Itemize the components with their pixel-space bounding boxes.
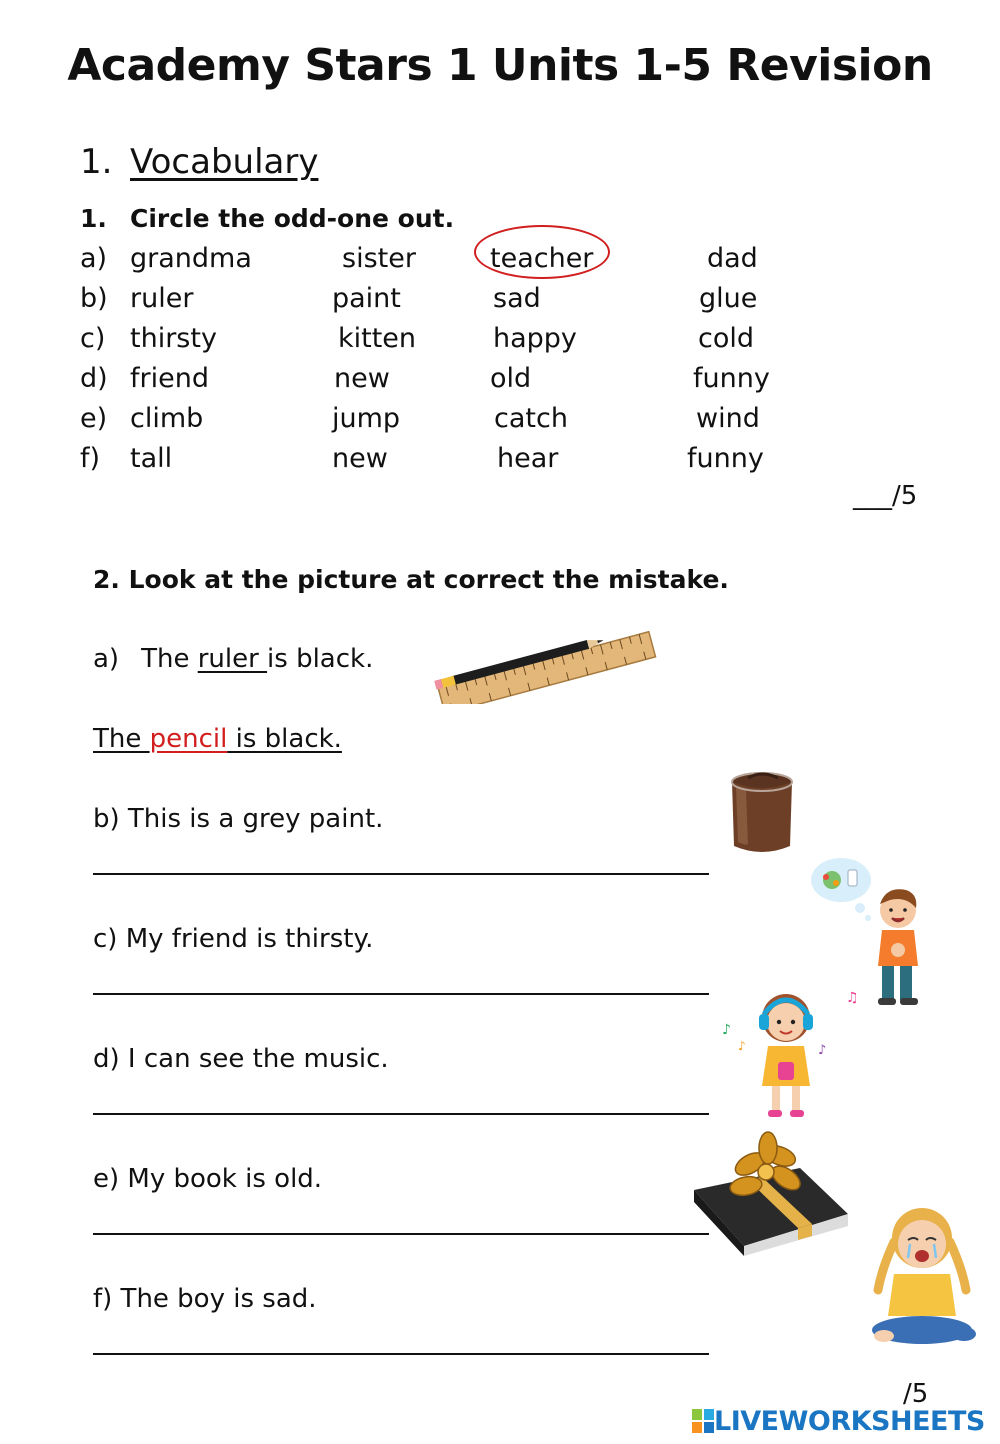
section-number: 1. [80,142,113,182]
gift-book-image [690,1128,852,1258]
svg-text:♪: ♪ [738,1039,746,1053]
answer-line[interactable] [93,873,709,875]
example-text: is black. [267,644,374,674]
odd-one-row [0,363,1000,397]
answer-line[interactable] [93,1353,709,1355]
word-option[interactable]: climb [130,403,204,434]
word-option[interactable]: teacher [490,243,594,274]
row-letter: b) [80,283,108,314]
liveworksheets-logo-text: LIVEWORKSHEETS [714,1405,985,1437]
word-option[interactable]: new [334,363,390,394]
example-letter: a) [93,644,120,674]
liveworksheets-logo [692,1404,985,1438]
score-field[interactable]: ___/5 [853,481,918,511]
row-letter: d) [80,363,108,394]
row-letter: f) [80,443,101,474]
word-option[interactable]: thirsty [130,323,217,354]
answer-text: The [93,724,150,754]
word-option[interactable]: catch [494,403,568,434]
word-option[interactable]: glue [699,283,758,314]
word-option[interactable]: dad [707,243,758,274]
odd-one-row [0,283,1000,317]
svg-text:♪: ♪ [722,1022,731,1038]
word-option[interactable]: grandma [130,243,252,274]
svg-text:♫: ♫ [846,990,859,1006]
word-option[interactable]: jump [332,403,401,434]
word-option[interactable]: wind [696,403,760,434]
word-option[interactable]: kitten [338,323,417,354]
mistake-word: ruler [197,644,268,674]
word-option[interactable]: old [490,363,532,394]
brown-paint-jar-image [726,766,798,860]
example-text: The [141,644,198,674]
word-option[interactable]: sister [342,243,416,274]
question-sentence: d) I can see the music. [93,1044,389,1074]
odd-one-row [0,443,1000,477]
row-letter: a) [80,243,108,274]
question-sentence: f) The boy is sad. [93,1284,317,1314]
girl-with-headphones-image [718,986,864,1124]
corrected-word: pencil [149,724,228,754]
page-title: Academy Stars 1 Units 1-5 Revision [67,40,933,91]
word-option[interactable]: funny [687,443,764,474]
question-sentence: c) My friend is thirsty. [93,924,374,954]
word-option[interactable]: ruler [130,283,194,314]
crying-girl-image [864,1198,980,1350]
odd-one-row [0,243,1000,277]
row-letter: c) [80,323,106,354]
svg-text:♪: ♪ [818,1043,827,1058]
word-option[interactable]: friend [130,363,209,394]
word-option[interactable]: cold [698,323,755,354]
answer-line[interactable] [93,1233,709,1235]
word-option[interactable]: funny [693,363,770,394]
answer-line[interactable] [93,993,709,995]
odd-one-row [0,323,1000,357]
word-option[interactable]: tall [130,443,173,474]
liveworksheets-logo-icon [692,1409,714,1433]
row-letter: e) [80,403,108,434]
score-field[interactable]: /5 [903,1379,929,1409]
odd-one-row [0,403,1000,437]
exercise1-instruction: Circle the odd-one out. [130,204,455,233]
example-sentence [93,644,373,674]
word-option[interactable]: new [332,443,388,474]
word-option[interactable]: paint [332,283,401,314]
question-sentence: e) My book is old. [93,1164,323,1194]
exercise1-number: 1. [80,204,107,233]
word-option[interactable]: happy [493,323,577,354]
question-sentence: b) This is a grey paint. [93,804,384,834]
example-answer [93,724,342,754]
word-option[interactable]: sad [493,283,541,314]
word-option[interactable]: hear [497,443,559,474]
answer-line[interactable] [93,1113,709,1115]
pencil-ruler-image [428,612,658,704]
exercise2-instruction: 2. Look at the picture at correct the mistake. [93,565,729,594]
answer-text: is black. [227,724,342,754]
section-label: Vocabulary [130,142,319,182]
